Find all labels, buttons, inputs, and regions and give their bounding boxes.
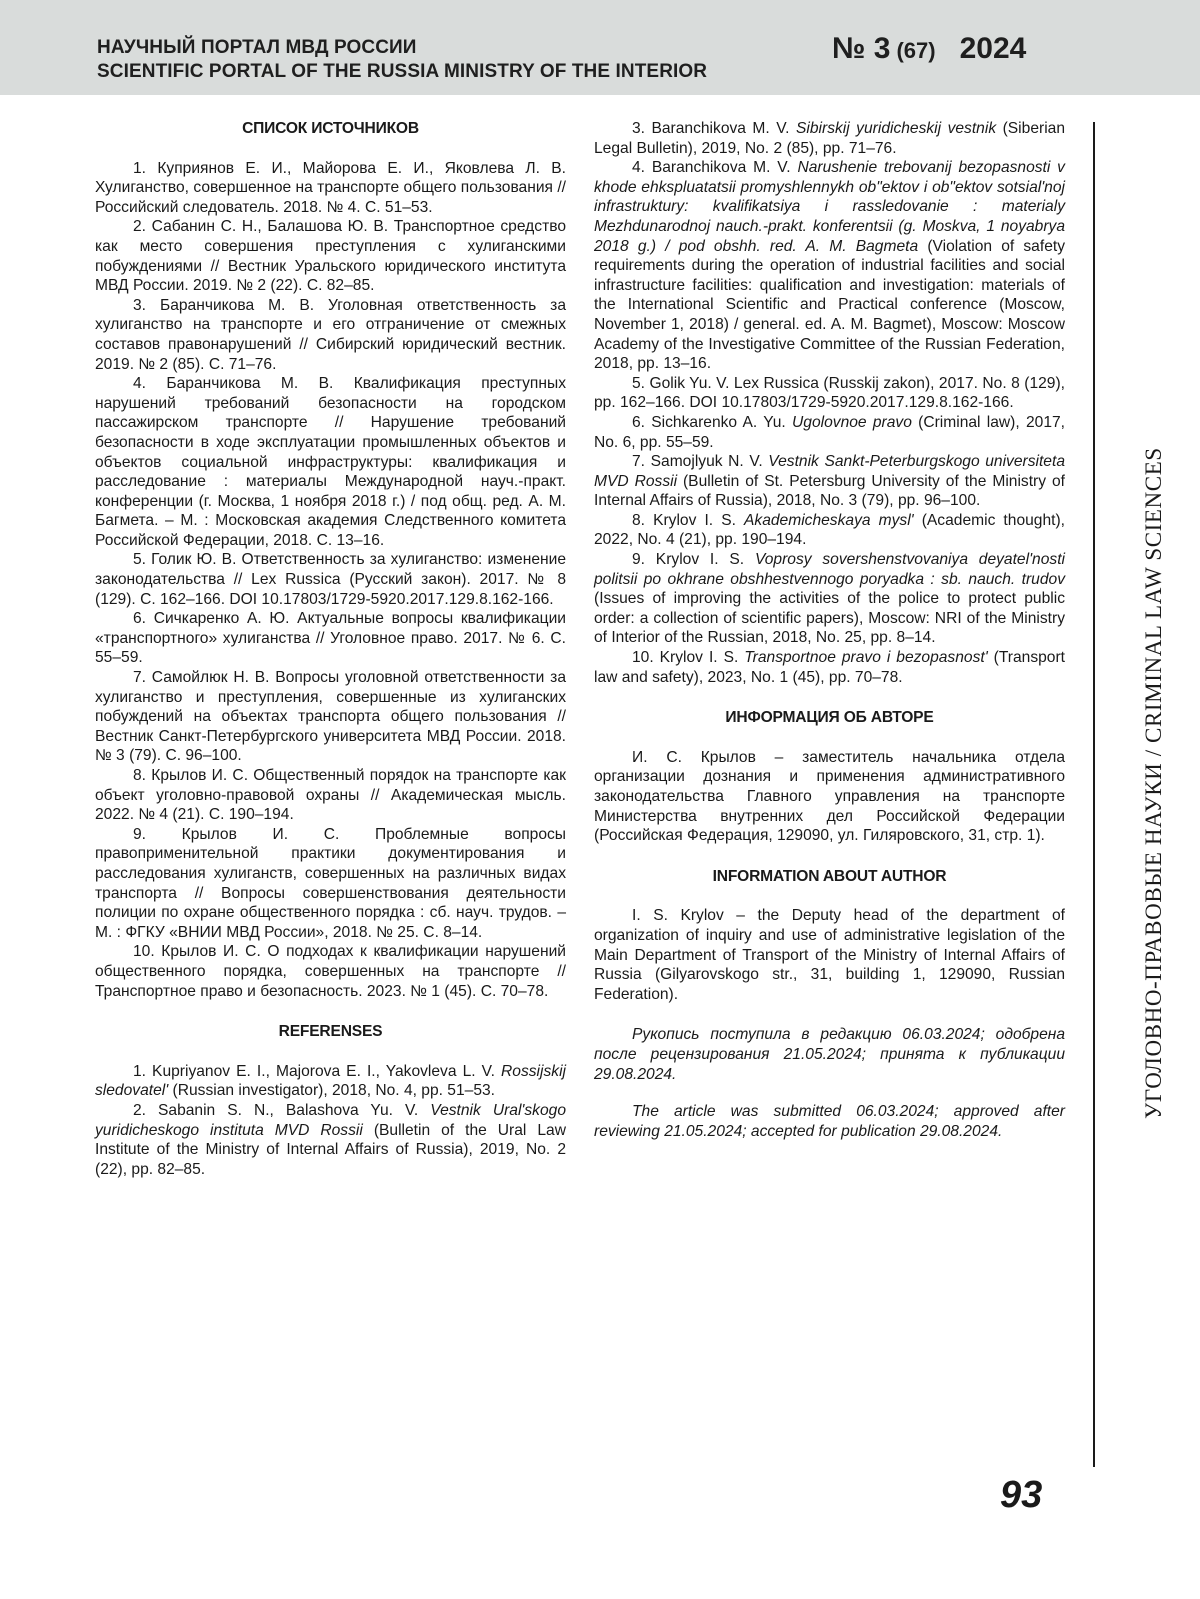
reference-item: 10. Krylov I. S. Transportnoe pravo i bezopasnost' (Transport law and safety), 2023, No. 1 (45), pp. 70–78. xyxy=(594,649,1066,686)
section-sidebar-label: УГОЛОВНО-ПРАВОВЫЕ НАУКИ / CRIMINAL LAW SCIENCES xyxy=(1141,447,1166,1119)
journal-title-en: SCIENTIFIC PORTAL OF THE RUSSIA MINISTRY OF THE INTERIOR xyxy=(97,61,708,82)
reference-item: 6. Sichkarenko A. Yu. Ugolovnoe pravo (Criminal law), 2017, No. 6, pp. 55–59. xyxy=(594,413,1065,451)
submission-note-en: The article was submitted 06.03.2024; approved after reviewing 21.05.2024; accepted for publication 29.08.2024. xyxy=(594,1103,1065,1140)
source-item: 4. Баранчикова М. В. Квалификация преступных нарушений требований безопасности на городском пассажирском транспорте // Нарушение требований безопасности в ходе эксплуатации промышленных объектов и объектов социальной инфраструктуры: квалификация и расследование : материалы Международной науч.-практ. конференции (г. Москва, 1 ноября 2018 г.) / под общ. ред. А. М. Багмета. – М. : Московская академия Следственного комитета Российской Федерации, 2018. С. 13–16. xyxy=(95,375,566,549)
reference-item: 8. Krylov I. S. Akademicheskaya mysl' (Academic thought), 2022, No. 4 (21), pp. 190–194. xyxy=(594,511,1065,549)
source-item: 9. Крылов И. С. Проблемные вопросы правоприменительной практики документирования и расследования хулиганств, совершенных на различных видах транспорта // Вопросы совершенствования деятельности полиции по охране общественного порядка : сб. науч. трудов. – М. : ФГКУ «ВНИИ МВД России», 2018. № 25. С. 8–14. xyxy=(95,825,566,941)
author-info-en: I. S. Krylov – the Deputy head of the department of organization of inquiry and use of administrative legislation of the Main Department of Transport of the Ministry of Internal Affairs of Russia (Gilyarovskogo str., 31, building 1, 129090, Russian Federation). xyxy=(594,907,1065,1003)
source-item: 8. Крылов И. С. Общественный порядок на транспорте как объект уголовно-правовой охраны // Академическая мысль. 2022. № 4 (21). С. 190–194. xyxy=(95,767,566,824)
source-item: 2. Сабанин С. Н., Балашова Ю. В. Транспортное средство как место совершения преступления с хулиганскими побуждениями // Вестник Уральского юридического института МВД России. 2019. № 2 (22). С. 82–85. xyxy=(95,218,566,295)
sidebar-rule xyxy=(1093,122,1095,1467)
source-item: 7. Самойлюк Н. В. Вопросы уголовной ответственности за хулиганство и преступления, совершенные из хулиганских побуждений на объектах транспорта общего пользования // Вестник Санкт-Петербургского университета МВД России. 2018. № 3 (79). С. 96–100. xyxy=(95,669,566,765)
journal-title-ru: НАУЧНЫЙ ПОРТАЛ МВД РОССИИ xyxy=(97,37,417,58)
reference-item: 7. Samojlyuk N. V. Vestnik Sankt-Peterburgskogo universiteta MVD Rossii (Bulletin of St. Petersburg University of the Ministry of Internal Affairs of Russia), 2018, No. 3 (79), pp. 96–100. xyxy=(594,453,1065,510)
reference-item: 2. Sabanin S. N., Balashova Yu. V. Vestnik Ural'skogo yuridicheskogo instituta MVD Rossii (Bulletin of the Ural Law Institute of the Ministry of Internal Affairs of Russia), 2019, No. 2 (22), pp. 82–85. xyxy=(95,1101,566,1178)
issue-sub-number: (67) xyxy=(896,38,936,63)
sources-heading: СПИСОК ИСТОЧНИКОВ xyxy=(242,120,419,137)
page-number: 93 xyxy=(1000,1474,1043,1516)
author-info-ru: И. С. Крылов – заместитель начальника отдела организации дознания и применения административного законодательства Главного управления на транспорте Министерства внутренних дел Российской Федерации (Российская Федерация, 129090, ул. Гиляровского, 31, стр. 1). xyxy=(594,748,1065,845)
reference-item: 9. Krylov I. S. Voprosy sovershenstvovaniya deyatel'nosti politsii po okhrane obshhestvennogo poryadka : sb. nauch. trudov (Issues of improving the activities of the police to protect public order: a collection of scientific papers), Moscow: NRI of the Ministry of Interior of the Russian, 2018, No. 25, pp. 8–14. xyxy=(594,551,1065,647)
source-item: 5. Голик Ю. В. Ответственность за хулиганство: изменение законодательства // Lex Russica (Русский закон). 2017. № 8 (129). С. 162–166. DOI 10.17803/1729-5920.2017.129.8.162-166. xyxy=(95,551,566,608)
right-column xyxy=(594,119,1065,1141)
issue-year: 2024 xyxy=(959,32,1027,65)
reference-item: 1. Kupriyanov E. I., Majorova E. I., Yakovleva L. V. Rossijskij sledovatel' (Russian investigator), 2018, No. 4, pp. 51–53. xyxy=(95,1062,566,1100)
journal-header xyxy=(0,0,1200,95)
issue-info xyxy=(832,32,1026,66)
left-column xyxy=(95,119,566,1179)
source-item: 6. Сичкаренко А. Ю. Актуальные вопросы квалификации «транспортного» хулиганства // Уголовное право. 2017. № 6. С. 55–59. xyxy=(95,610,566,667)
issue-number: № 3 xyxy=(832,32,891,65)
submission-note-ru: Рукопись поступила в редакцию 06.03.2024; одобрена после рецензирования 21.05.2024; принята к публикации 29.08.2024. xyxy=(594,1026,1065,1083)
reference-item: 3. Baranchikova M. V. Sibirskij yuridicheskij vestnik (Siberian Legal Bulletin), 2019, No. 2 (85), pp. 71–76. xyxy=(594,120,1065,157)
source-item: 10. Крылов И. С. О подходах к квалификации нарушений общественного порядка, совершенных на транспорте // Транспортное право и безопасность. 2023. № 1 (45). С. 70–78. xyxy=(95,943,566,1000)
reference-item: 5. Golik Yu. V. Lex Russica (Russkij zakon), 2017. No. 8 (129), pp. 162–166. DOI 10.17803/1729-5920.2017.129.8.162-166. xyxy=(594,374,1065,412)
reference-item: 4. Baranchikova M. V. Narushenie trebovanij bezopasnosti v khode ehkspluatatsii promyshlennykh ob"ektov i ob"ektov sotsial'noj infrastruktury: kvalifikatsiya i rassledovanie : materialy Mezhdunarodnoj nauch.-prakt. konferentsii (g. Moskva, 1 noyabrya 2018 g.) / pod obshh. red. A. M. Bagmeta (Violation of safety requirements during the operation of industrial facilities and social infrastructure facilities: qualification and investigation: materials of the International Scientific and Practical conference (Moscow, November 1, 2018) / general. ed. A. M. Bagmet), Moscow: Moscow Academy of the Investigative Committee of the Russian Federation, 2018, pp. 13–16. xyxy=(594,159,1065,373)
submission-notes xyxy=(594,1025,1065,1141)
source-item: 3. Баранчикова М. В. Уголовная ответственность за хулиганство на транспорте и его отграничение от смежных составов правонарушений // Сибирский юридический вестник. 2019. № 2 (85). С. 71–76. xyxy=(95,296,566,373)
author-info-heading-en: INFORMATION ABOUT AUTHOR xyxy=(712,867,947,885)
source-item: 1. Куприянов Е. И., Майорова Е. И., Яковлева Л. В. Хулиганство, совершенное на транспорте общего пользования // Российский следователь. 2018. № 4. С. 51–53. xyxy=(95,159,566,216)
author-info-heading-ru: ИНФОРМАЦИЯ ОБ АВТОРЕ xyxy=(725,709,934,727)
references-heading: REFERENSES xyxy=(278,1023,383,1041)
